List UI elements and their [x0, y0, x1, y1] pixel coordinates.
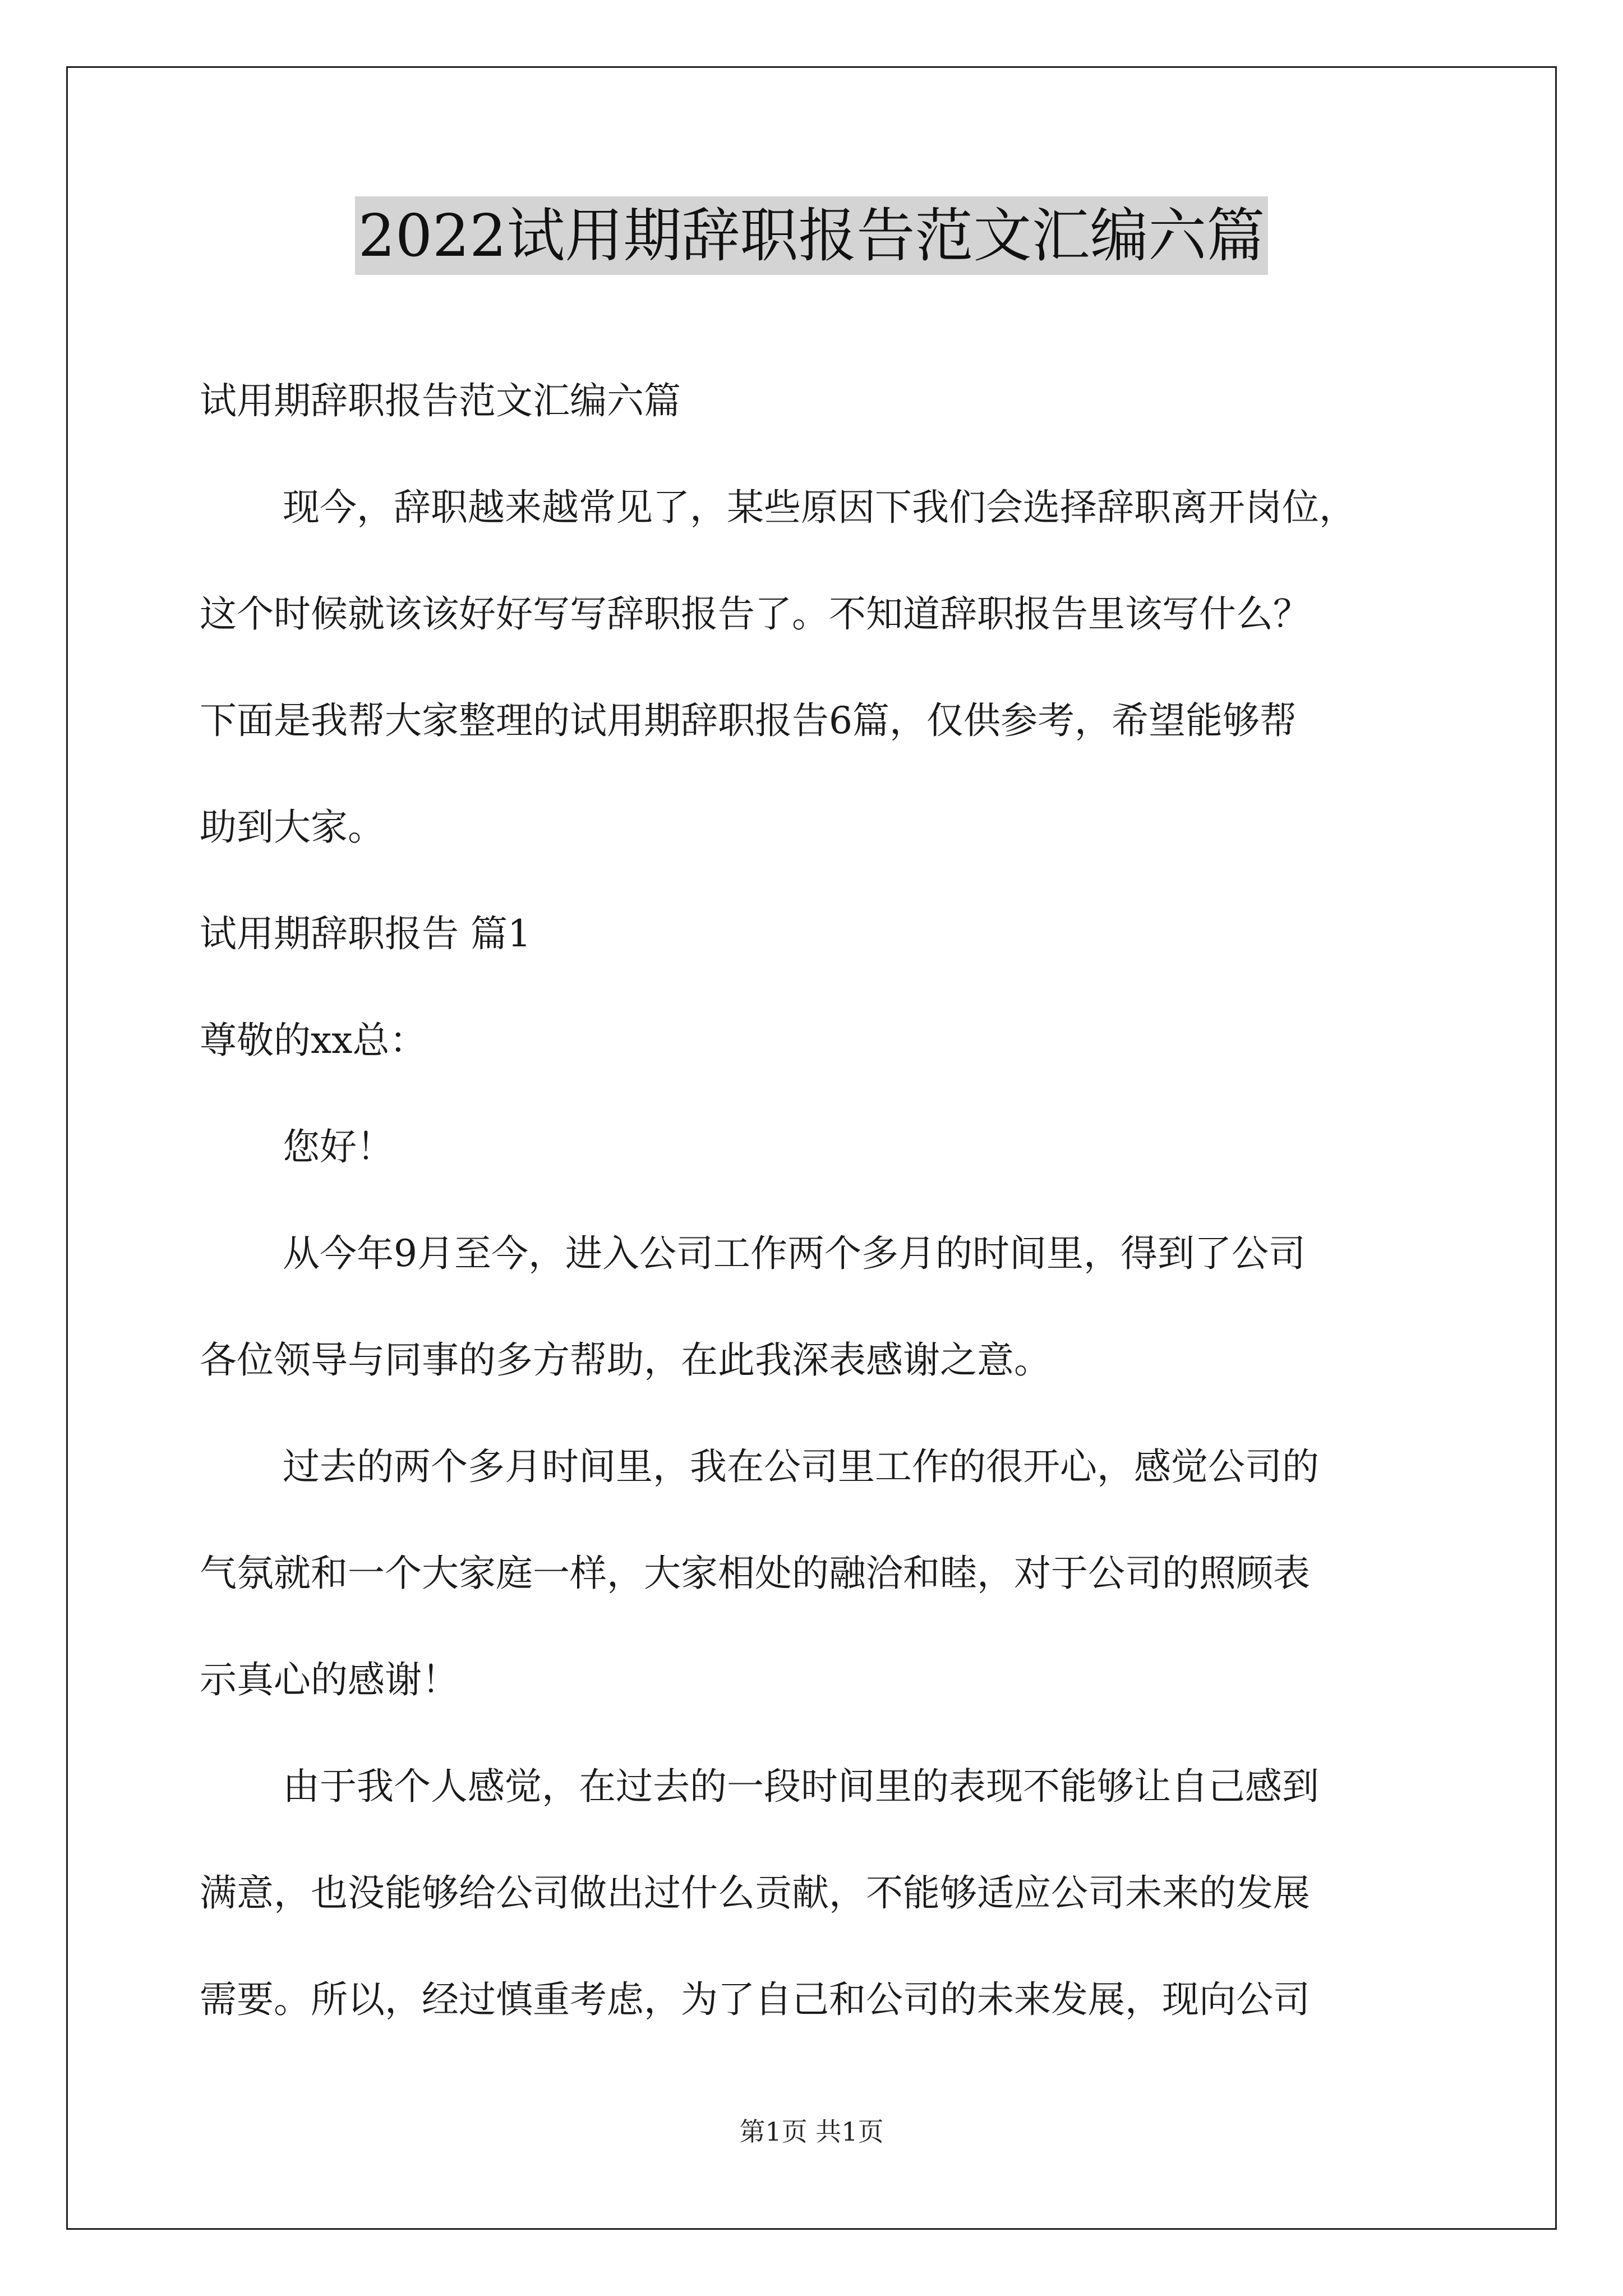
document-title: 2022试用期辞职报告范文汇编六篇 — [355, 196, 1269, 275]
text-line: 气氛就和一个大家庭一样，大家相处的融洽和睦，对于公司的照顾表 — [200, 1552, 1310, 1595]
text-line: 由于我个人感觉，在过去的一段时间里的表现不能够让自己感到 — [283, 1765, 1319, 1808]
text-line: 下面是我帮大家整理的试用期辞职报告6篇，仅供参考，希望能够帮 — [200, 699, 1297, 742]
text-line: 过去的两个多月时间里，我在公司里工作的很开心，感觉公司的 — [283, 1445, 1319, 1488]
text-line: 尊敬的xx总： — [200, 1019, 427, 1062]
text-line: 您好！ — [283, 1125, 394, 1168]
text-line: 各位领导与同事的多方帮助，在此我深表感谢之意。 — [200, 1338, 1051, 1382]
text-line: 现今，辞职越来越常见了，某些原因下我们会选择辞职离开岗位， — [283, 486, 1356, 529]
text-line: 需要。所以，经过慎重考虑，为了自己和公司的未来发展，现向公司 — [200, 1978, 1310, 2021]
page-footer: 第1页 共1页 — [739, 2116, 884, 2147]
text-line: 满意，也没能够给公司做出过什么贡献，不能够适应公司未来的发展 — [200, 1871, 1310, 1915]
title-container — [0, 196, 1623, 275]
text-line: 助到大家。 — [200, 806, 385, 849]
text-line: 从今年9月至今，进入公司工作两个多月的时间里，得到了公司 — [283, 1232, 1306, 1275]
text-line: 示真心的感谢！ — [200, 1658, 459, 1701]
text-line: 试用期辞职报告 篇1 — [200, 912, 531, 955]
text-line: 这个时候就该该好好写写辞职报告了。不知道辞职报告里该写什么？ — [200, 592, 1310, 636]
document-body — [200, 348, 1433, 2053]
text-line: 试用期辞职报告范文汇编六篇 — [200, 379, 681, 422]
